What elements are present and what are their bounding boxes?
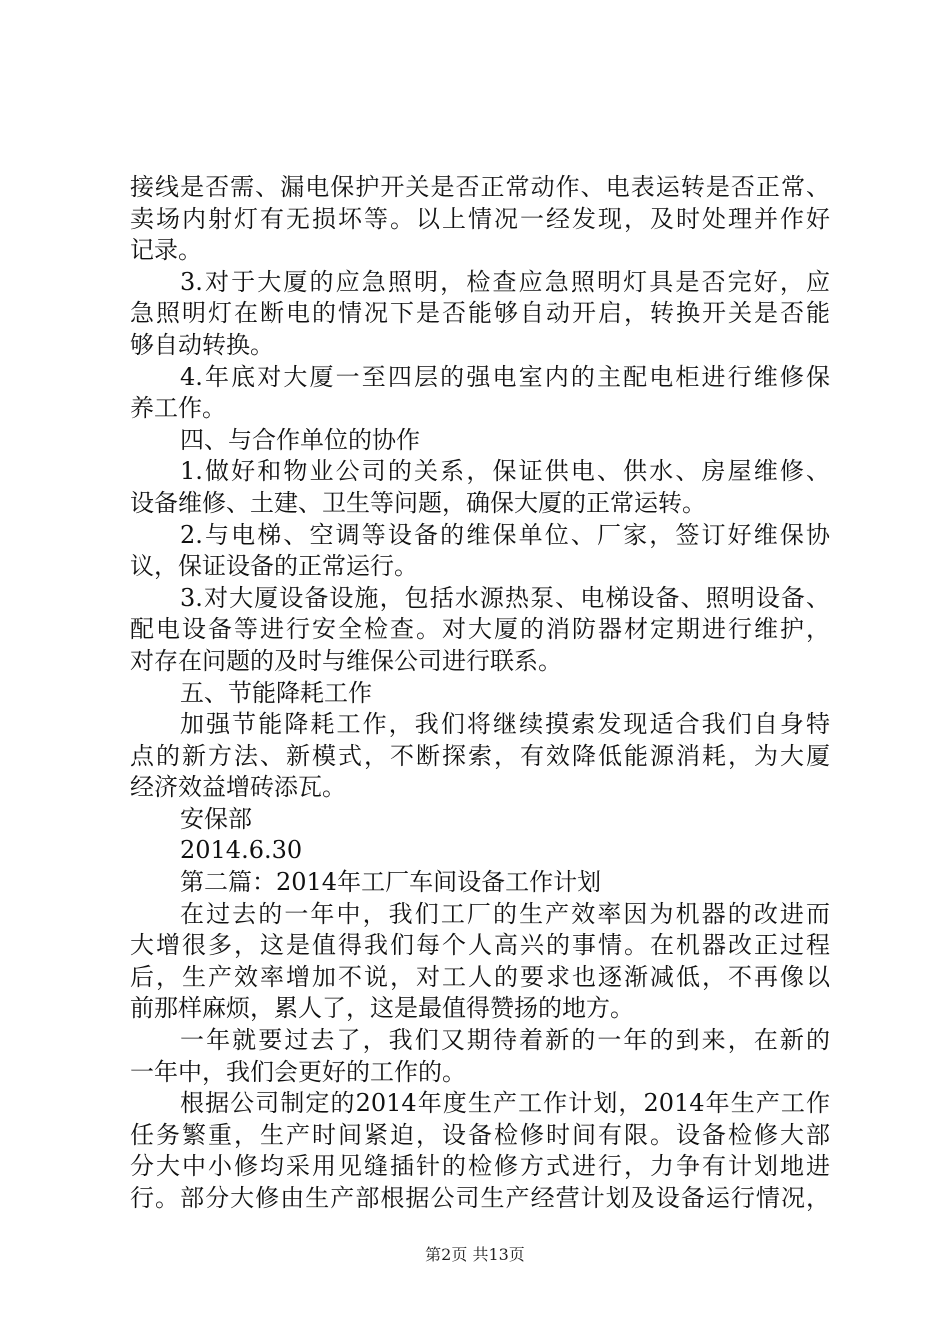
text-line: 经济效益增砖添瓦。 [130, 773, 346, 802]
text-line: 3.对于大厦的应急照明，检查应急照明灯具是否完好，应 [180, 267, 830, 296]
text-line: 分大中小修均采用见缝插针的检修方式进行，力争有计划地进 [130, 1152, 830, 1181]
text-line: 加强节能降耗工作，我们将继续摸索发现适合我们自身特 [180, 710, 830, 739]
text-line: 一年中，我们会更好的工作的。 [130, 1057, 466, 1086]
text-line: 配电设备等进行安全检查。对大厦的消防器材定期进行维护， [130, 615, 830, 644]
chapter-title: 第二篇：2014年工厂车间设备工作计划 [180, 868, 602, 897]
section-heading: 五、节能降耗工作 [180, 678, 372, 707]
text-line: 议，保证设备的正常运行。 [130, 552, 418, 581]
text-line: 养工作。 [130, 394, 226, 423]
document-body [130, 172, 830, 1215]
text-line: 在过去的一年中，我们工厂的生产效率因为机器的改进而 [180, 899, 830, 928]
text-line: 任务繁重，生产时间紧迫，设备检修时间有限。设备检修大部 [130, 1120, 830, 1149]
text-line: 2.与电梯、空调等设备的维保单位、厂家，签订好维保协 [180, 520, 830, 549]
text-line: 1.做好和物业公司的关系，保证供电、供水、房屋维修、 [180, 457, 830, 486]
text-line: 前那样麻烦，累人了，这是最值得赞扬的地方。 [130, 994, 634, 1023]
text-line: 后，生产效率增加不说，对工人的要求也逐渐减低，不再像以 [130, 962, 830, 991]
text-line: 大增很多，这是值得我们每个人高兴的事情。在机器改正过程 [130, 931, 830, 960]
text-line: 行。部分大修由生产部根据公司生产经营计划及设备运行情况， [130, 1184, 830, 1212]
section-heading: 四、与合作单位的协作 [180, 425, 420, 454]
text-line: 一年就要过去了，我们又期待着新的一年的到来，在新的 [180, 1026, 830, 1055]
text-line: 3.对大厦设备设施，包括水源热泵、电梯设备、照明设备、 [180, 583, 830, 612]
text-line: 对存在问题的及时与维保公司进行联系。 [130, 646, 562, 675]
signature-department: 安保部 [180, 804, 252, 833]
text-line: 点的新方法、新模式，不断探索，有效降低能源消耗，为大厦 [130, 741, 830, 770]
text-line: 设备维修、土建、卫生等问题，确保大厦的正常运转。 [130, 488, 706, 517]
signature-date: 2014.6.30 [180, 836, 303, 865]
page-number-footer: 第2页 共13页 [425, 1245, 525, 1264]
text-line: 4.年底对大厦一至四层的强电室内的主配电柜进行维修保 [180, 362, 830, 391]
text-line: 急照明灯在断电的情况下是否能够自动开启，转换开关是否能 [130, 299, 830, 328]
text-line: 够自动转换。 [130, 330, 274, 359]
text-line: 卖场内射灯有无损坏等。以上情况一经发现，及时处理并作好 [130, 204, 830, 233]
text-line: 接线是否需、漏电保护开关是否正常动作、电表运转是否正常、 [130, 173, 830, 201]
text-line: 记录。 [130, 236, 202, 265]
text-line: 根据公司制定的2014年度生产工作计划，2014年生产工作 [180, 1089, 830, 1118]
